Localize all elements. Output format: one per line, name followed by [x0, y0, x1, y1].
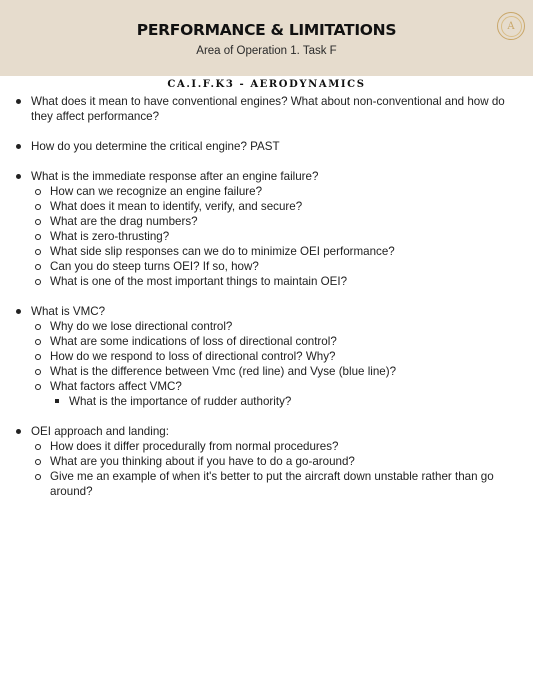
question-text: What does it mean to identify, verify, and secure? — [50, 200, 303, 213]
bullet-circle-icon — [35, 219, 41, 225]
bullet-circle-icon — [35, 264, 41, 270]
sub-question-item — [0, 319, 533, 334]
question-text: What are you thinking about if you have to do a go-around? — [50, 455, 355, 468]
sub-question-item — [0, 244, 533, 259]
question-text: What is the importance of rudder authority? — [69, 395, 292, 408]
sub-sub-question-item — [0, 394, 533, 409]
question-text: What are some indications of loss of directional control? — [50, 335, 337, 348]
bullet-circle-icon — [35, 459, 41, 465]
sub-question-item — [0, 334, 533, 349]
question-text: What is one of the most important things to maintain OEI? — [50, 275, 348, 288]
question-text: What side slip responses can we do to minimize OEI performance? — [50, 245, 395, 258]
bullet-disc-icon — [16, 309, 21, 314]
bullet-disc-icon — [16, 99, 21, 104]
bullet-circle-icon — [35, 234, 41, 240]
bullet-square-icon — [55, 399, 59, 403]
sub-question-item — [0, 469, 533, 499]
brand-logo-icon — [497, 12, 525, 40]
sub-question-item — [0, 199, 533, 214]
bullet-circle-icon — [35, 204, 41, 210]
bullet-circle-icon — [35, 369, 41, 375]
sub-question-item — [0, 259, 533, 274]
sub-question-item — [0, 214, 533, 229]
question-text: What are the drag numbers? — [50, 215, 198, 228]
question-text: What does it mean to have conventional engines? What about non-conventional and how do they affect performance? — [31, 95, 505, 123]
logo-letter: A — [501, 16, 522, 37]
question-text: Can you do steep turns OEI? If so, how? — [50, 260, 259, 273]
spacer — [0, 409, 533, 424]
question-item — [0, 304, 533, 319]
sub-question-item — [0, 274, 533, 289]
bullet-circle-icon — [35, 279, 41, 285]
section-heading: CA.I.F.K3 - AERODYNAMICS — [167, 79, 366, 90]
page-subtitle: Area of Operation 1. Task F — [196, 45, 337, 57]
question-text: What factors affect VMC? — [50, 380, 182, 393]
question-text: What is the immediate response after an engine failure? — [31, 170, 319, 183]
question-text: What is zero-thrusting? — [50, 230, 170, 243]
sub-question-item — [0, 229, 533, 244]
question-item — [0, 139, 533, 154]
spacer — [0, 154, 533, 169]
bullet-circle-icon — [35, 339, 41, 345]
bullet-circle-icon — [35, 249, 41, 255]
question-text: OEI approach and landing: — [31, 425, 169, 438]
bullet-circle-icon — [35, 444, 41, 450]
question-text: How do you determine the critical engine? PAST — [31, 140, 280, 153]
question-list — [0, 94, 533, 499]
sub-question-item — [0, 379, 533, 394]
question-text: How do we respond to loss of directional control? Why? — [50, 350, 336, 363]
spacer — [0, 124, 533, 139]
bullet-disc-icon — [16, 174, 21, 179]
page-title: PERFORMANCE & LIMITATIONS — [136, 21, 397, 39]
question-item — [0, 169, 533, 184]
question-text: Give me an example of when it's better to put the aircraft down unstable rather than go around? — [50, 470, 494, 498]
sub-question-item — [0, 439, 533, 454]
bullet-circle-icon — [35, 324, 41, 330]
sub-question-item — [0, 454, 533, 469]
bullet-circle-icon — [35, 354, 41, 360]
sub-question-item — [0, 349, 533, 364]
bullet-circle-icon — [35, 189, 41, 195]
question-text: How can we recognize an engine failure? — [50, 185, 263, 198]
question-item — [0, 94, 533, 124]
question-text: How does it differ procedurally from normal procedures? — [50, 440, 339, 453]
bullet-disc-icon — [16, 429, 21, 434]
bullet-disc-icon — [16, 144, 21, 149]
question-text: What is VMC? — [31, 305, 106, 318]
spacer — [0, 289, 533, 304]
question-text: What is the difference between Vmc (red line) and Vyse (blue line)? — [50, 365, 397, 378]
sub-question-item — [0, 364, 533, 379]
question-item — [0, 424, 533, 439]
sub-question-item — [0, 184, 533, 199]
question-text: Why do we lose directional control? — [50, 320, 233, 333]
bullet-circle-icon — [35, 384, 41, 390]
bullet-circle-icon — [35, 474, 41, 480]
